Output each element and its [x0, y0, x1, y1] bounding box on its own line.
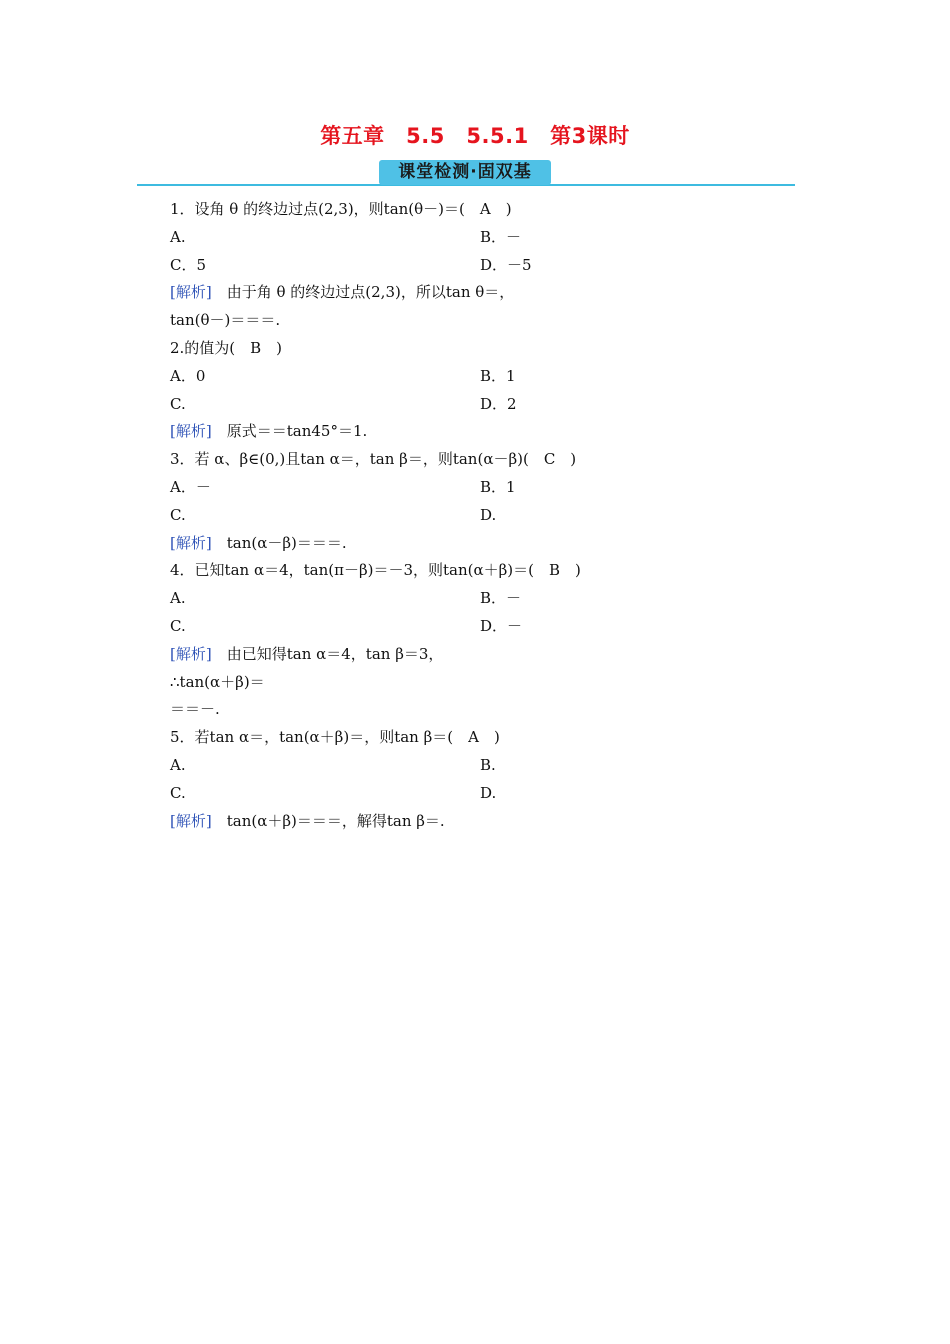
analysis-line	[170, 808, 770, 836]
option-row	[170, 613, 770, 641]
option-c: C.	[170, 505, 186, 524]
analysis-line	[170, 530, 770, 558]
option-a: A.	[170, 227, 186, 246]
option-b: B．1	[480, 366, 516, 385]
option-d: D.	[480, 783, 497, 802]
analysis-line: tan(θ－)＝＝＝.	[170, 311, 281, 330]
question-stem: 2.的值为( B )	[170, 338, 283, 357]
option-a: A.	[170, 589, 186, 608]
analysis-line: ＝＝－.	[170, 700, 220, 719]
analysis-line	[170, 279, 770, 307]
analysis-tag: [解析]	[170, 283, 212, 302]
question-stem: 1．设角 θ 的终边过点(2,3)，则tan(θ－)＝( A )	[170, 200, 512, 218]
option-row	[170, 752, 770, 780]
analysis-line	[170, 418, 770, 446]
option-b: B．－	[480, 589, 522, 608]
analysis-text: tan(α＋β)＝＝＝，解得tan β＝.	[211, 811, 445, 830]
analysis-line	[170, 641, 770, 669]
option-c: C.	[170, 616, 186, 635]
section-banner: 课堂检测·固双基	[379, 160, 551, 185]
analysis-text: 由已知得tan α＝4，tan β＝3，	[211, 644, 444, 663]
option-a: A．－	[170, 477, 211, 496]
page-title: 第五章 5.5 5.5.1 第3课时	[320, 124, 630, 148]
analysis-text: tan(α－β)＝＝＝.	[211, 533, 347, 552]
option-row	[170, 391, 770, 419]
analysis-tag: [解析]	[170, 811, 212, 830]
question-list	[170, 196, 770, 835]
option-row	[170, 780, 770, 808]
option-d: D.	[480, 505, 497, 524]
option-c: C．5	[170, 255, 207, 274]
option-b: B．－	[480, 227, 522, 246]
option-b: B．1	[480, 477, 516, 496]
question-stem: 4．已知tan α＝4，tan(π－β)＝－3，则tan(α＋β)＝( B )	[170, 561, 581, 580]
option-row	[170, 502, 770, 530]
option-row	[170, 252, 770, 280]
analysis-text: 原式＝＝tan45°＝1.	[211, 422, 368, 441]
option-row	[170, 224, 770, 252]
option-row	[170, 474, 770, 502]
analysis-tag: [解析]	[170, 644, 212, 663]
analysis-tag: [解析]	[170, 422, 212, 441]
option-a: A.	[170, 755, 186, 774]
analysis-line: ∴tan(α＋β)＝	[170, 672, 265, 691]
option-row	[170, 363, 770, 391]
option-b: B.	[480, 755, 496, 774]
option-d: D．－	[480, 616, 523, 635]
option-c: C.	[170, 783, 186, 802]
question-stem: 3．若 α、β∈(0,)且tan α＝，tan β＝，则tan(α－β)( C )	[170, 450, 577, 469]
option-c: C.	[170, 394, 186, 413]
analysis-tag: [解析]	[170, 533, 212, 552]
question-stem: 5．若tan α＝，tan(α＋β)＝，则tan β＝( A )	[170, 728, 500, 747]
analysis-text: 由于角 θ 的终边过点(2,3)，所以tan θ＝，	[211, 283, 515, 302]
option-a: A．0	[170, 366, 206, 385]
option-d: D．－5	[480, 255, 532, 274]
option-row	[170, 585, 770, 613]
option-d: D．2	[480, 394, 517, 413]
